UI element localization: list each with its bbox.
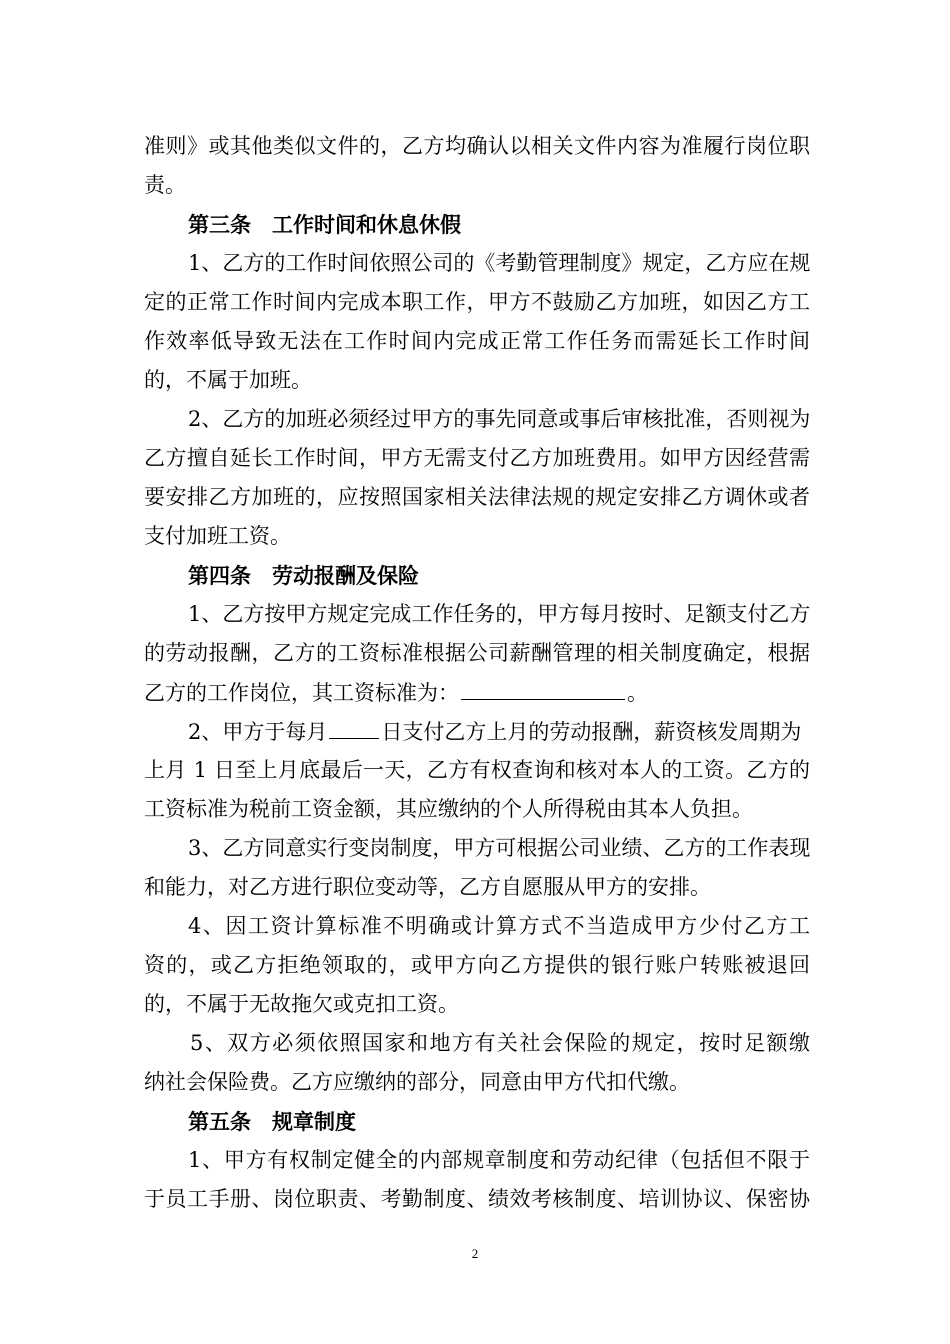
document-body [144, 127, 810, 1219]
salary-blank-field[interactable] [461, 673, 625, 700]
paragraph-line [144, 712, 810, 751]
payday-label: 2、甲方于每月 [188, 720, 328, 744]
paragraph-line: 乙方擅自延长工作时间，甲方无需支付乙方加班费用。如甲方因经营需 [144, 446, 810, 470]
paragraph-line: 1、甲方有权制定健全的内部规章制度和劳动纪律（包括但不限于 [188, 1148, 810, 1172]
paragraph-line: 责。 [144, 173, 186, 197]
paragraph-line: 1、乙方的工作时间依照公司的《考勤管理制度》规定，乙方应在规 [188, 251, 811, 275]
line-end-punctuation: 。 [627, 681, 648, 705]
paragraph-line: 的，不属于无故拖欠或克扣工资。 [144, 992, 459, 1016]
page-number: 2 [471, 1246, 479, 1261]
paragraph-line: 的劳动报酬，乙方的工资标准根据公司薪酬管理的相关制度确定，根据 [144, 641, 810, 665]
section-heading: 第四条 劳动报酬及保险 [188, 563, 419, 588]
paragraph-line: 5、双方必须依照国家和地方有关社会保险的规定，按时足额缴 [190, 1031, 810, 1055]
payday-text: 日支付乙方上月的劳动报酬，薪资核发周期为 [381, 720, 802, 744]
paragraph-line: 要安排乙方加班的，应按照国家相关法律法规的规定安排乙方调休或者 [144, 485, 810, 509]
paragraph-line: 3、乙方同意实行变岗制度，甲方可根据公司业绩、乙方的工作表现 [188, 836, 811, 860]
paragraph-line: 工资标准为税前工资金额，其应缴纳的个人所得税由其本人负担。 [144, 797, 753, 821]
paragraph-line: 2、乙方的加班必须经过甲方的事先同意或事后审核批准，否则视为 [188, 407, 811, 431]
payday-blank-field[interactable] [329, 712, 379, 739]
paragraph-line: 准则》或其他类似文件的，乙方均确认以相关文件内容为准履行岗位职 [144, 134, 810, 158]
paragraph-line: 作效率低导致无法在工作时间内完成正常工作任务而需延长工作时间 [144, 329, 810, 353]
paragraph-line: 纳社会保险费。乙方应缴纳的部分，同意由甲方代扣代缴。 [144, 1070, 690, 1094]
paragraph-line: 定的正常工作时间内完成本职工作，甲方不鼓励乙方加班，如因乙方工 [144, 290, 810, 314]
paragraph-line: 于员工手册、岗位职责、考勤制度、绩效考核制度、培训协议、保密协 [144, 1187, 810, 1211]
paragraph-line: 资的，或乙方拒绝领取的，或甲方向乙方提供的银行账户转账被退回 [144, 953, 810, 977]
salary-label: 乙方的工作岗位，其工资标准为： [144, 681, 459, 705]
section-heading: 第五条 规章制度 [188, 1109, 356, 1134]
paragraph-line [144, 673, 810, 712]
paragraph-line: 1、乙方按甲方规定完成工作任务的，甲方每月按时、足额支付乙方 [188, 602, 811, 626]
paragraph-line: 和能力，对乙方进行职位变动等，乙方自愿服从甲方的安排。 [144, 875, 711, 899]
paragraph-line: 支付加班工资。 [144, 524, 291, 548]
paragraph-line: 4、因工资计算标准不明确或计算方式不当造成甲方少付乙方工 [188, 914, 810, 938]
paragraph-line: 上月 1 日至上月底最后一天，乙方有权查询和核对本人的工资。乙方的 [144, 758, 810, 782]
paragraph-line: 的，不属于加班。 [144, 368, 312, 392]
section-heading: 第三条 工作时间和休息休假 [188, 212, 461, 237]
